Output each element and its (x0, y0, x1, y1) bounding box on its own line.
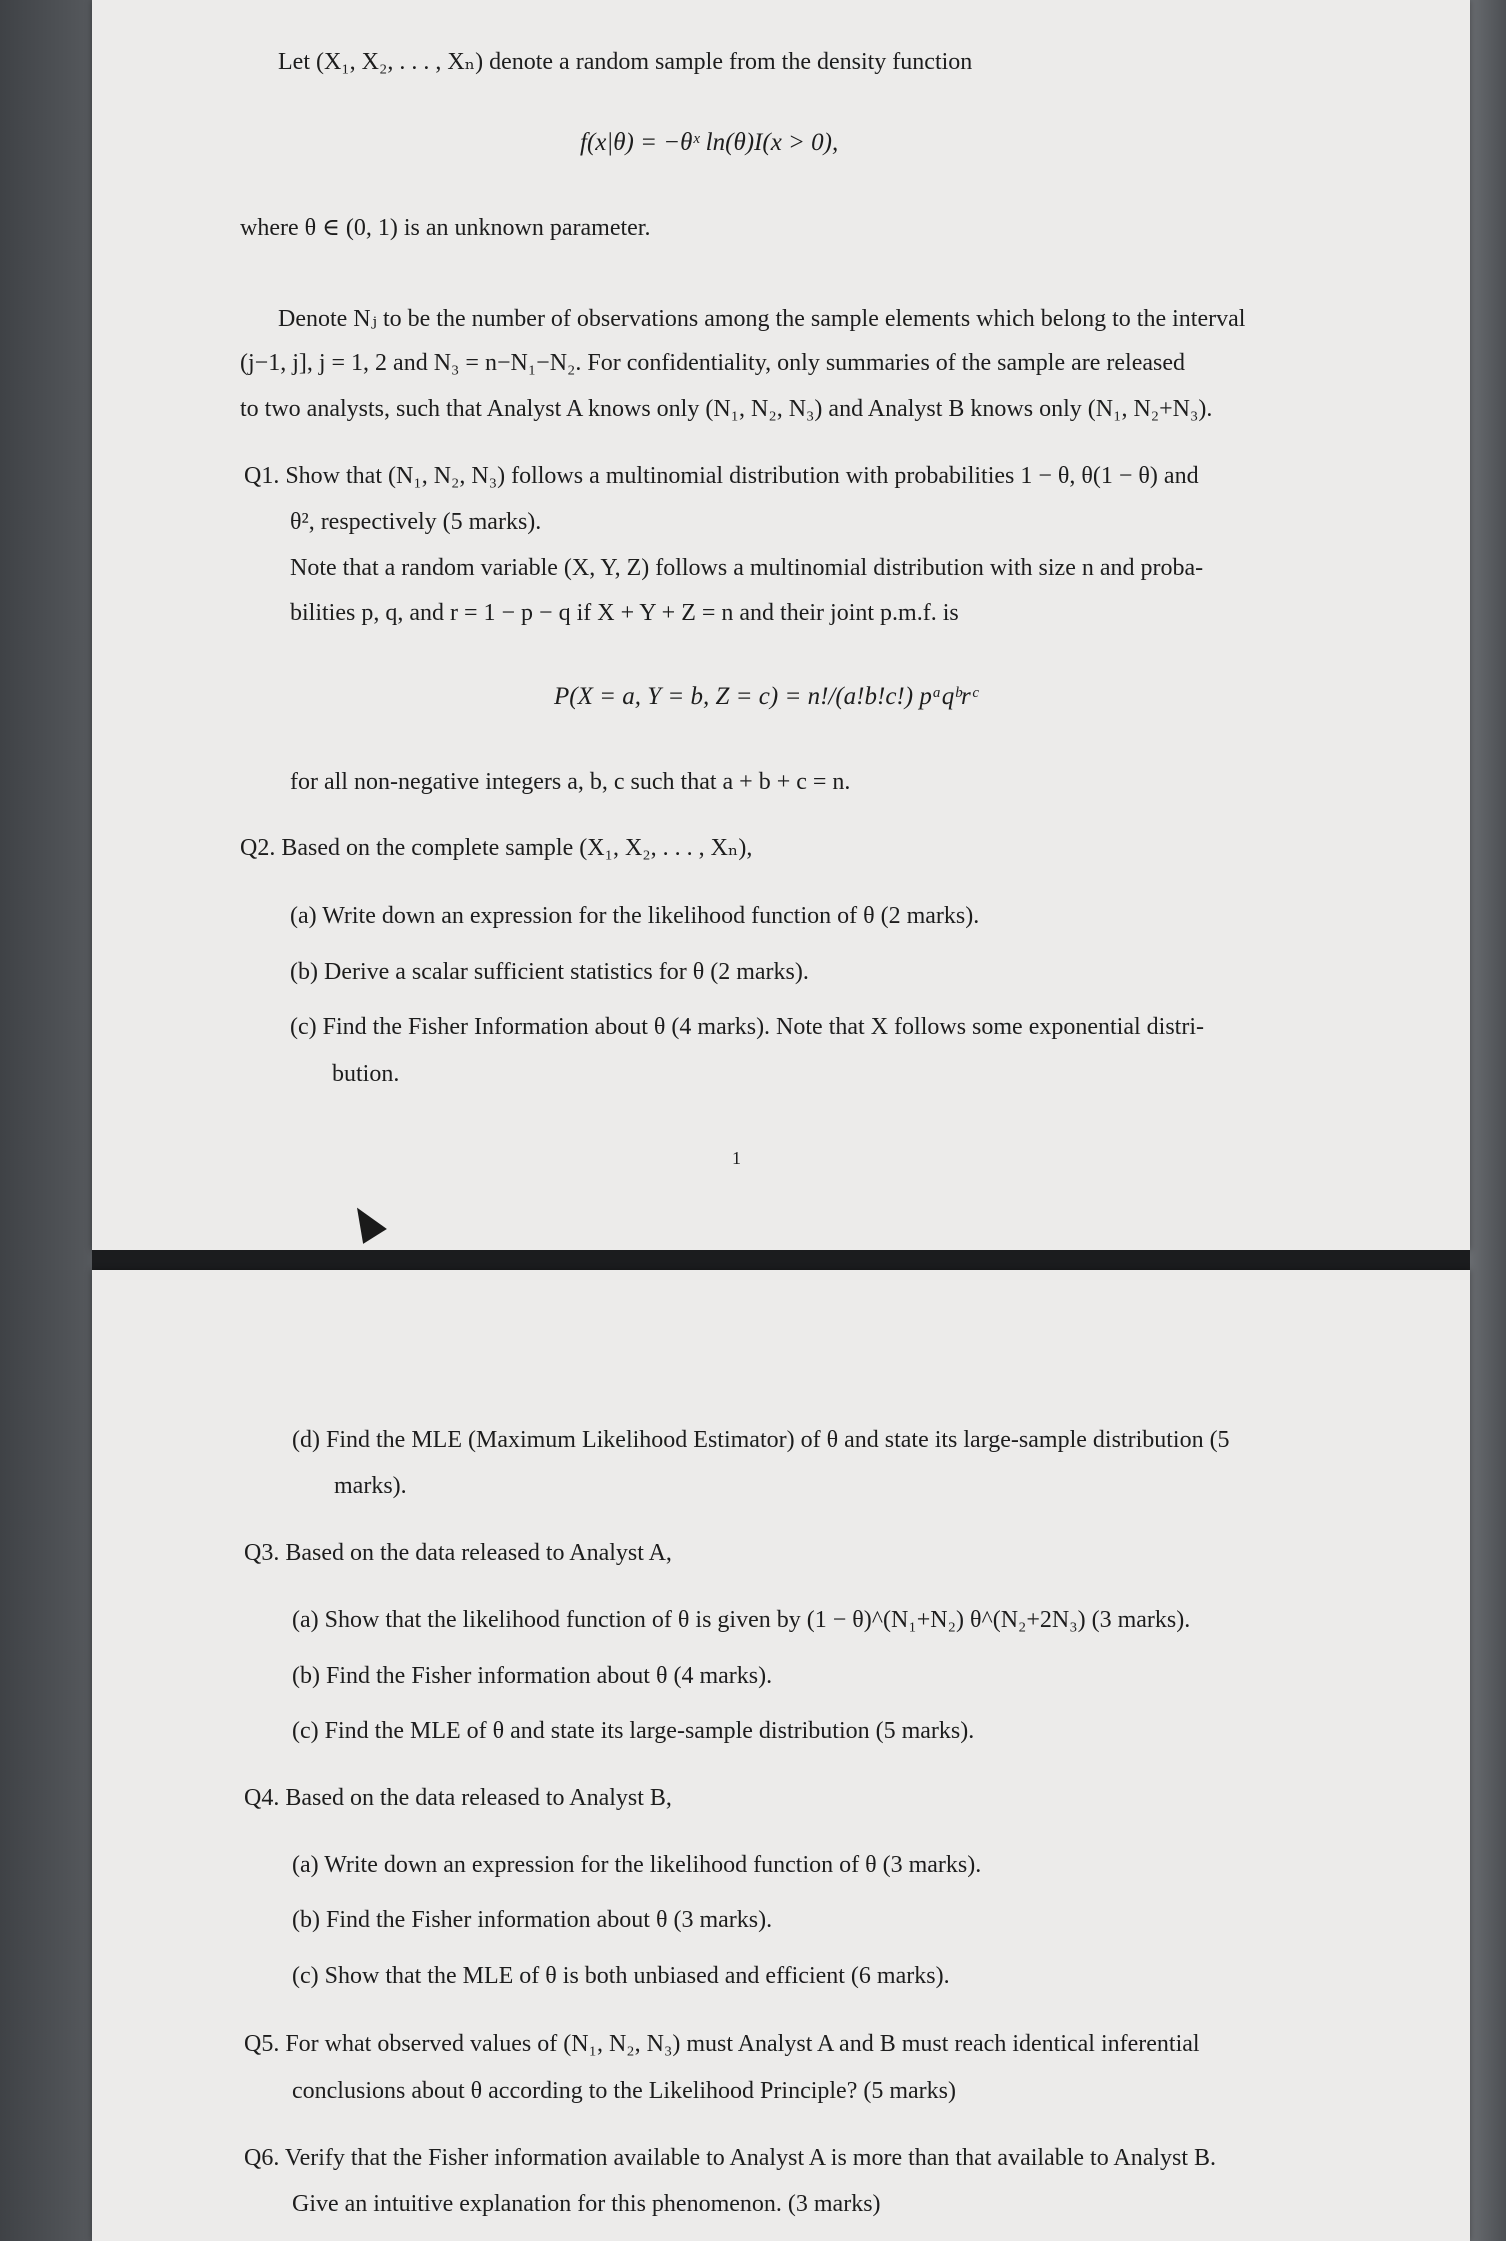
denote-text-line-2: (j−1, j], j = 1, 2 and N₃ = n−N₁−N₂. For confidentiality, only summaries of the sample are released (240, 350, 1185, 376)
q1-note-line-2: bilities p, q, and r = 1 − p − q if X + Y + Z = n and their joint p.m.f. is (290, 600, 959, 626)
exam-page-1 (92, 0, 1470, 1250)
q2a: (a) Write down an expression for the likelihood function of θ (2 marks). (290, 903, 980, 929)
q3a: (a) Show that the likelihood function of θ is given by (1 − θ)^(N₁+N₂) θ^(N₂+2N₃) (3 marks). (292, 1607, 1191, 1633)
pmf-condition: for all non-negative integers a, b, c such that a + b + c = n. (290, 769, 851, 795)
q1-line-1: Q1. Show that (N₁, N₂, N₃) follows a multinomial distribution with probabilities 1 − θ, θ(1 − θ) and (244, 463, 1199, 489)
q2c-line-1: (c) Find the Fisher Information about θ (4 marks). Note that X follows some exponential distri- (290, 1014, 1204, 1040)
q3-heading: Q3. Based on the data released to Analyst A, (244, 1540, 672, 1566)
q4-heading: Q4. Based on the data released to Analyst B, (244, 1785, 672, 1811)
denote-text-line-1: Denote Nⱼ to be the number of observations among the sample elements which belong to the interval (278, 306, 1246, 332)
q2d-line-1: (d) Find the MLE (Maximum Likelihood Estimator) of θ and state its large-sample distribution (5 (292, 1427, 1230, 1453)
q2d-line-2: marks). (334, 1473, 407, 1499)
q4c: (c) Show that the MLE of θ is both unbiased and efficient (6 marks). (292, 1963, 950, 1989)
q3b: (b) Find the Fisher information about θ (4 marks). (292, 1663, 773, 1689)
exam-page-2 (92, 1270, 1470, 2241)
q2-heading: Q2. Based on the complete sample (X₁, X₂, . . . , Xₙ), (240, 835, 753, 861)
pmf-equation: P(X = a, Y = b, Z = c) = n!/(a!b!c!) pᵃqᵇrᶜ (554, 683, 978, 710)
denote-text-line-3: to two analysts, such that Analyst A knows only (N₁, N₂, N₃) and Analyst B knows only (N₁, N₂+N₃). (240, 396, 1213, 422)
density-equation: f(x|θ) = −θˣ ln(θ)I(x > 0), (580, 129, 839, 156)
q4a: (a) Write down an expression for the likelihood function of θ (3 marks). (292, 1852, 982, 1878)
page-divider (92, 1250, 1470, 1270)
q5-line-1: Q5. For what observed values of (N₁, N₂, N₃) must Analyst A and B must reach identical inferential (244, 2031, 1200, 2057)
q2b: (b) Derive a scalar sufficient statistics for θ (2 marks). (290, 959, 809, 985)
q6-line-2: Give an intuitive explanation for this phenomenon. (3 marks) (292, 2191, 881, 2217)
desk-background-right (1466, 0, 1506, 2241)
q4b: (b) Find the Fisher information about θ (3 marks). (292, 1907, 773, 1933)
page-number: 1 (732, 1148, 741, 1168)
q5-line-2: conclusions about θ according to the Likelihood Principle? (5 marks) (292, 2078, 956, 2104)
q2c-line-2: bution. (332, 1061, 400, 1087)
intro-text: Let (X₁, X₂, . . . , Xₙ) denote a random sample from the density function (278, 49, 973, 75)
parameter-text: where θ ∈ (0, 1) is an unknown parameter. (240, 215, 651, 241)
q6-line-1: Q6. Verify that the Fisher information available to Analyst A is more than that available to Analyst B. (244, 2145, 1217, 2171)
q1-note-line-1: Note that a random variable (X, Y, Z) follows a multinomial distribution with size n and proba- (290, 555, 1204, 581)
q1-line-2: θ², respectively (5 marks). (290, 509, 542, 535)
q3c: (c) Find the MLE of θ and state its large-sample distribution (5 marks). (292, 1718, 975, 1744)
